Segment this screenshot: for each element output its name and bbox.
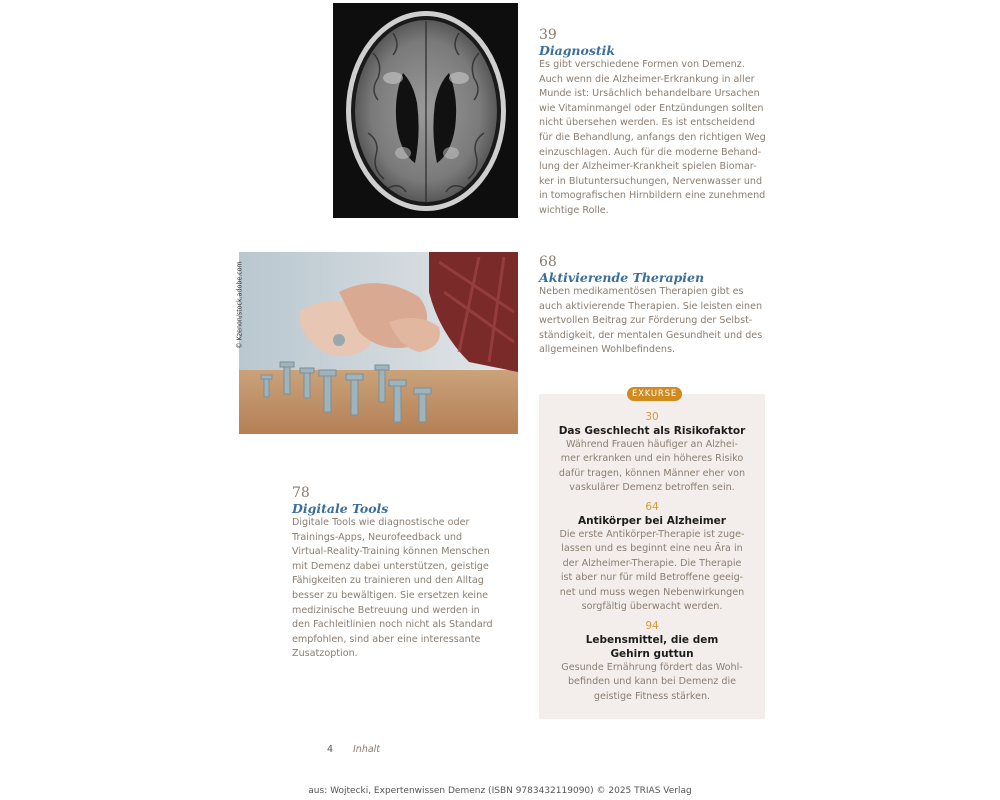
body-line: allgemeinen Wohlbefindens. [539,344,676,356]
page-number: 68 [539,254,557,270]
body-line: einzuschlagen. Auch für die moderne Behand- [539,146,762,158]
body-line: in tomografischen Hirnbildern eine zunehmend [539,190,766,202]
section-body [539,58,779,219]
body-line: Gesunde Ernährung fördert das Wohl- [561,662,743,673]
body-line: Auch wenn die Alzheimer-Erkrankung in aller [539,73,755,85]
body-line: wertvollen Beitrag zur Förderung der Selbst- [539,315,753,327]
body-line: Es gibt verschiedene Formen von Demenz. [539,59,745,70]
source-citation: aus: Wojtecki, Expertenwissen Demenz (ISBN 9783432119090) © 2025 TRIAS Verlag [308,786,692,796]
exkurse-body [539,438,765,496]
body-line: ist aber nur für mild Betroffene geeig- [560,572,744,584]
body-line: der Alzheimer-Therapie. Die Therapie [562,557,742,569]
exkurse-title: Gehirn guttun [610,648,694,660]
body-line: dafür tragen, können Männer eher von [558,467,746,479]
exkurse-body [539,661,765,704]
page-number: 78 [292,485,310,501]
body-line: lung der Alzheimer-Krankheit spielen Biomar- [539,161,757,173]
body-line: mit Demenz dabei unterstützen, geistige [292,560,489,572]
exkurse-title: Antikörper bei Alzheimer [578,515,726,527]
section-title: Aktivierende Therapien [539,270,705,285]
section-body [292,516,532,662]
body-line: sorgfältig überwacht werden. [581,601,723,613]
body-line: wie Vitaminmangel oder Entzündungen sollten [539,102,764,114]
section-digitale-tools [292,485,532,662]
body-line: wichtige Rolle. [539,204,609,216]
body-line: vaskulärer Demenz betroffen sein. [569,482,735,494]
exkurse-page-number: 30 [645,411,659,423]
exkurse-page-number: 64 [645,501,659,513]
footer-section-label: Inhalt [353,744,381,755]
body-line: Fähigkeiten zu trainieren und den Alltag [292,575,484,587]
section-diagnostik [539,27,779,219]
body-line: medizinische Betreuung und werden in [292,604,480,616]
body-line: Während Frauen häufiger an Alzhei- [566,439,738,450]
exkurse-title: Lebensmittel, die dem [585,634,719,646]
exkurse-title: Das Geschlecht als Risikofaktor [558,425,746,437]
body-line: ständigkeit, der mentalen Gesundheit und des [539,329,763,341]
body-line: empfohlen, sind aber eine interessante [292,633,481,645]
body-line: Neben medikamentösen Therapien gibt es [539,286,744,297]
exkurse-item [539,501,765,614]
exkurse-body [539,528,765,614]
body-line: Digitale Tools wie diagnostische oder [292,517,470,528]
exkurse-page-number: 94 [645,620,659,632]
body-line: mer erkranken und ein höheres Risiko [560,453,744,465]
exkurse-item [539,411,765,496]
section-title: Digitale Tools [292,501,389,516]
body-line: den Fachleitlinien noch nicht als Standard [292,619,493,631]
body-line: ker in Blutuntersuchungen, Nervenwasser und [539,175,763,187]
body-line: lassen und es beginnt eine neu Ära in [561,543,743,555]
section-therapien [539,254,779,358]
body-line: auch aktivierende Therapien. Sie leisten einen [539,300,763,312]
exkurse-item [539,620,765,704]
body-line: Die erste Antikörper-Therapie ist zuge- [559,529,745,540]
section-title: Diagnostik [539,43,616,58]
body-line: nicht übersehen werden. Es ist entscheidend [539,117,756,129]
body-line: Munde ist: Ursächlich behandelbare Ursachen [539,88,760,100]
body-line: Zusatzoption. [292,648,358,660]
body-line: net und muss wegen Nebenwirkungen [559,586,745,598]
body-line: geistige Fitness stärken. [593,690,711,702]
page-number: 39 [539,27,557,43]
section-body [539,285,779,358]
body-line: Virtual-Reality-Training können Menschen [292,546,490,558]
body-line: befinden und kann bei Demenz die [567,676,737,688]
exkurse-badge: EXKURSE [627,387,682,401]
brain-mri-image [333,3,518,218]
body-line: für die Behandlung, anfangs den richtigen Weg [539,131,766,143]
body-line: Trainings-Apps, Neurofeedback und [292,531,463,543]
footer-page-number: 4 [327,744,334,755]
body-line: besser zu bewältigen. Sie ersetzen keine [292,589,489,601]
photo-credit: © Kzenon/stock.adobe.com [235,261,244,349]
therapy-photo [235,252,518,434]
